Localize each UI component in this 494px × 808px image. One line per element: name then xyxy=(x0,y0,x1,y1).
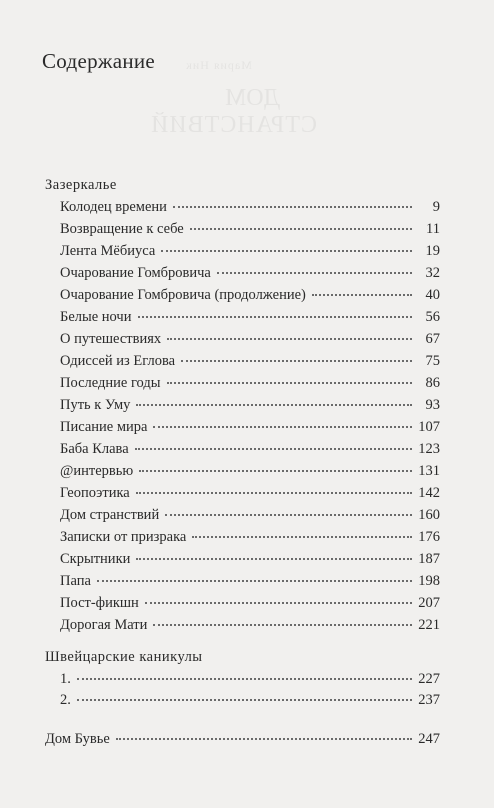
bleed-through-text: ДОМ xyxy=(225,85,281,111)
dot-leader xyxy=(173,206,412,208)
entry-page: 32 xyxy=(425,265,440,281)
entry-title: Пост-фикшн xyxy=(60,595,139,611)
dot-leader xyxy=(136,492,412,494)
dot-leader xyxy=(138,316,413,318)
entry-title: Одиссей из Еглова xyxy=(60,353,176,369)
entry-title: Дом странствий xyxy=(60,507,160,523)
entry-title: Последние годы xyxy=(60,375,161,391)
dot-leader xyxy=(161,250,412,252)
section-title-zazerkalie: Зазеркалье xyxy=(45,177,117,193)
entry-page: 19 xyxy=(425,243,440,259)
toc-entry xyxy=(60,265,440,287)
entry-title: Дорогая Мати xyxy=(60,617,148,633)
toc-entry xyxy=(60,507,440,529)
dot-leader xyxy=(136,558,412,560)
toc-entry xyxy=(60,485,440,507)
entry-page: 131 xyxy=(418,463,440,479)
entry-page: 198 xyxy=(418,573,440,589)
entry-page: 56 xyxy=(425,309,440,325)
entry-title: 2. xyxy=(60,692,71,708)
entry-page: 11 xyxy=(426,221,440,237)
entry-title: Дом Бувье xyxy=(45,731,110,747)
dot-leader xyxy=(139,470,412,472)
toc-entry xyxy=(60,331,440,353)
entry-title: Записки от призрака xyxy=(60,529,187,545)
entry-title: Путь к Уму xyxy=(60,397,131,413)
entry-page: 207 xyxy=(418,595,440,611)
toc-entry xyxy=(60,692,440,714)
bleed-through-text: СТРАНСТВИЙ xyxy=(150,112,317,138)
entry-page: 187 xyxy=(418,551,440,567)
toc-entry xyxy=(60,551,440,573)
dot-leader xyxy=(217,272,412,274)
dot-leader xyxy=(77,678,412,680)
toc-entry xyxy=(60,243,440,265)
dot-leader xyxy=(192,536,412,538)
entry-page: 160 xyxy=(418,507,440,523)
toc-entry xyxy=(60,287,440,309)
entry-title: Лента Мёбиуса xyxy=(60,243,156,259)
dot-leader xyxy=(135,448,412,450)
section-title-shveitsarskie-kanikuly: Швейцарские каникулы xyxy=(45,649,203,665)
page-title: Содержание xyxy=(42,49,156,73)
entry-page: 176 xyxy=(418,529,440,545)
entry-page: 9 xyxy=(432,199,440,215)
entry-title: Баба Клава xyxy=(60,441,129,457)
dot-leader xyxy=(190,228,412,230)
entry-title: О путешествиях xyxy=(60,331,162,347)
entry-title: Белые ночи xyxy=(60,309,132,325)
entry-title: Геопоэтика xyxy=(60,485,130,501)
dot-leader xyxy=(167,382,413,384)
entry-title: 1. xyxy=(60,671,71,687)
entry-title: Очарование Гомбровича (продолжение) xyxy=(60,287,306,303)
toc-entry xyxy=(60,595,440,617)
toc-entry xyxy=(60,375,440,397)
dot-leader xyxy=(312,294,412,296)
dot-leader xyxy=(153,624,412,626)
toc-entry xyxy=(60,309,440,331)
entry-page: 40 xyxy=(425,287,440,303)
entry-page: 123 xyxy=(418,441,440,457)
toc-entry xyxy=(60,419,440,441)
dot-leader xyxy=(145,602,412,604)
toc-entry xyxy=(60,441,440,463)
dot-leader xyxy=(136,404,412,406)
entry-page: 237 xyxy=(418,692,440,708)
entry-page: 75 xyxy=(425,353,440,369)
entry-title: Колодец времени xyxy=(60,199,167,215)
entry-title: @интервью xyxy=(60,463,134,479)
bleed-through-text: Мария Ник xyxy=(185,58,252,72)
entry-title: Скрытники xyxy=(60,551,131,567)
dot-leader xyxy=(116,738,412,740)
dot-leader xyxy=(77,699,412,701)
toc-entry xyxy=(60,617,440,639)
toc-entry xyxy=(60,529,440,551)
dot-leader xyxy=(167,338,412,340)
entry-title: Возвращение к себе xyxy=(60,221,184,237)
dot-leader xyxy=(181,360,412,362)
entry-page: 221 xyxy=(418,617,440,633)
entry-page: 142 xyxy=(418,485,440,501)
toc-entry xyxy=(60,573,440,595)
toc-entry xyxy=(60,671,440,693)
toc-entry-dom-buvie xyxy=(45,731,440,753)
entry-page: 86 xyxy=(425,375,440,391)
entry-title: Очарование Гомбровича xyxy=(60,265,211,281)
toc-entry xyxy=(60,221,440,243)
entry-page: 67 xyxy=(425,331,440,347)
entry-title: Писание мира xyxy=(60,419,148,435)
toc-entry xyxy=(60,353,440,375)
toc-entry xyxy=(60,397,440,419)
toc-entry xyxy=(60,199,440,221)
dot-leader xyxy=(153,426,412,428)
dot-leader xyxy=(165,514,412,516)
entry-page: 107 xyxy=(418,419,440,435)
entry-page: 247 xyxy=(418,731,440,747)
dot-leader xyxy=(97,580,412,582)
entry-title: Папа xyxy=(60,573,91,589)
entry-page: 227 xyxy=(418,671,440,687)
entry-page: 93 xyxy=(425,397,440,413)
toc-entry xyxy=(60,463,440,485)
